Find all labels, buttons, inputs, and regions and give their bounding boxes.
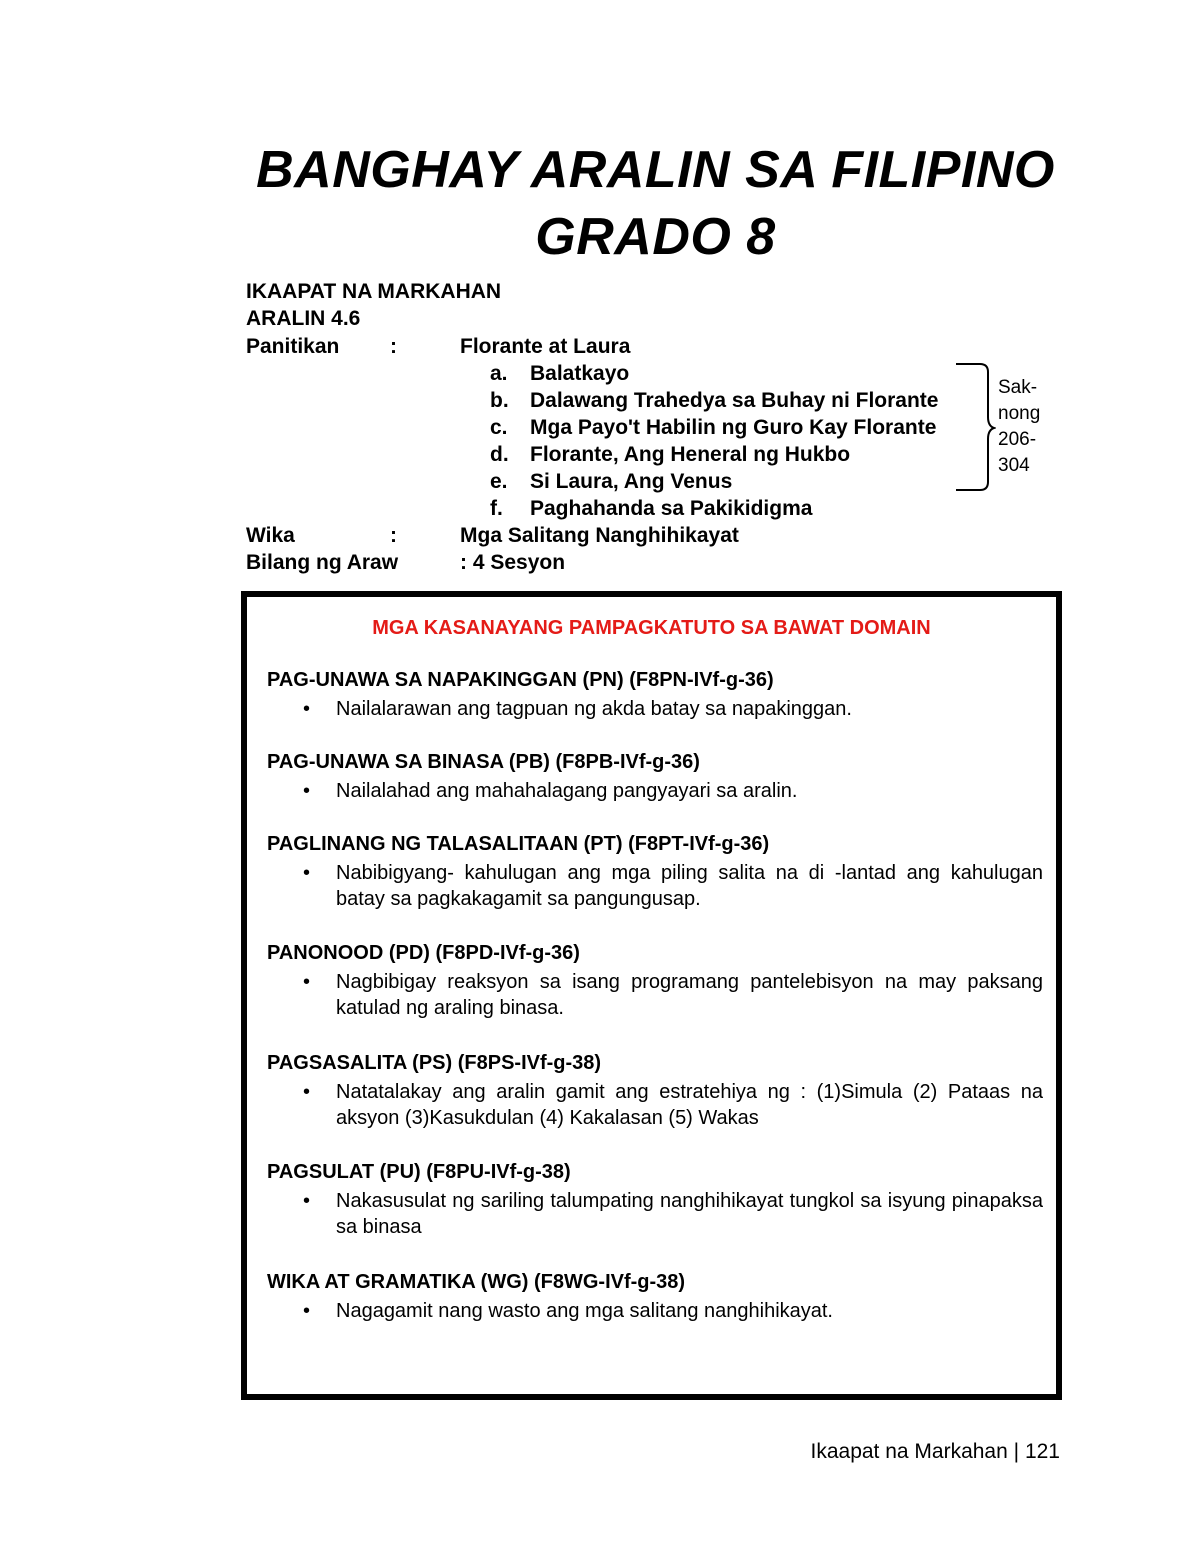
competencies-title: MGA KASANAYANG PAMPAGKATUTO SA BAWAT DOMAIN — [372, 617, 931, 639]
footer-text: Ikaapat na Markahan — [810, 1440, 1008, 1463]
page-title: BANGHAY ARALIN SA FILIPINO — [256, 141, 1055, 199]
wika-value: Mga Salitang Nanghihikayat — [460, 524, 739, 547]
list-item-text: Balatkayo — [530, 362, 630, 385]
bullet-icon: • — [303, 1190, 311, 1212]
bullet-icon: • — [303, 698, 311, 720]
stanza-note-line: Sak- — [998, 377, 1038, 398]
stanza-note-line: 206- — [998, 429, 1037, 450]
lesson-number: ARALIN 4.6 — [246, 307, 361, 330]
domain-section — [267, 1050, 1043, 1131]
domain-heading: PAG-UNAWA SA NAPAKINGGAN (PN) (F8PN-IVf-g-36) — [267, 669, 774, 691]
competency-item: • Nagagamit nang wasto ang mga salitang nanghihikayat. — [303, 1300, 833, 1322]
list-item-text: Florante, Ang Heneral ng Hukbo — [530, 443, 851, 466]
bullet-icon: • — [303, 1300, 311, 1322]
bullet-icon: • — [303, 1081, 311, 1103]
stanza-range-note — [998, 375, 1058, 479]
footer-separator: | — [1013, 1440, 1020, 1463]
bullet-icon: • — [303, 862, 311, 884]
page-subtitle-grade: GRADO 8 — [535, 208, 776, 266]
domain-heading: PAGSASALITA (PS) (F8PS-IVf-g-38) — [267, 1052, 602, 1074]
list-item-text: Mga Payo't Habilin ng Guro Kay Florante — [530, 416, 937, 439]
domain-section — [267, 1159, 1043, 1240]
domain-section — [267, 831, 1043, 912]
list-item — [490, 362, 629, 386]
page-number: 121 — [1024, 1440, 1060, 1463]
domain-section — [267, 1269, 1043, 1324]
quarter-heading: IKAAPAT NA MARKAHAN — [246, 280, 502, 303]
list-marker: f. — [490, 497, 503, 520]
domain-heading: PAGLINANG NG TALASALITAAN (PT) (F8PT-IVf-g-36) — [267, 833, 770, 855]
domain-section — [267, 667, 1043, 722]
list-item — [490, 443, 850, 467]
list-item-text: Dalawang Trahedya sa Buhay ni Florante — [530, 389, 939, 412]
domain-heading: WIKA AT GRAMATIKA (WG) (F8WG-IVf-g-38) — [267, 1271, 686, 1293]
right-brace-icon — [950, 362, 996, 492]
domain-heading: PAG-UNAWA SA BINASA (PB) (F8PB-IVf-g-36) — [267, 751, 700, 773]
domain-heading: PANONOOD (PD) (F8PD-IVf-g-36) — [267, 942, 580, 964]
competency-item: • Nailalarawan ang tagpuan ng akda batay sa napakinggan. — [303, 698, 852, 720]
stanza-note-line: 304 — [998, 455, 1030, 476]
list-item — [490, 497, 812, 521]
bilang-value: : 4 Sesyon — [460, 551, 566, 574]
wika-separator: : — [390, 524, 397, 547]
competency-item: • Natatalakay ang aralin gamit ang estratehiya ng : (1)Simula (2) Pataas na aksyon (3)Kasukdulan (4) Kakalasan (5) Wakas — [303, 1081, 1043, 1129]
domain-heading: PAGSULAT (PU) (F8PU-IVf-g-38) — [267, 1161, 571, 1183]
panitikan-label: Panitikan — [246, 335, 340, 358]
list-item — [490, 389, 938, 413]
bullet-icon: • — [303, 971, 311, 993]
competency-item: • Nabibigyang- kahulugan ang mga piling salita na di -lantad ang kahulugan batay sa pagkakagamit sa pangungusap. — [303, 862, 1043, 910]
bilang-label: Bilang ng Araw — [246, 551, 399, 574]
list-marker: b. — [490, 389, 509, 412]
wika-label: Wika — [246, 524, 295, 547]
list-item-text: Paghahanda sa Pakikidigma — [530, 497, 813, 520]
list-item-text: Si Laura, Ang Venus — [530, 470, 733, 493]
competency-item: • Nakasusulat ng sariling talumpating nanghihikayat tungkol sa isyung pinapaksa sa binasa — [303, 1190, 1043, 1238]
domain-section — [267, 940, 1043, 1021]
bullet-icon: • — [303, 780, 311, 802]
competencies-box — [241, 591, 1062, 1400]
list-marker: a. — [490, 362, 508, 385]
list-marker: e. — [490, 470, 508, 493]
page-footer — [811, 1440, 1061, 1464]
list-item — [490, 470, 732, 494]
panitikan-value: Florante at Laura — [460, 335, 631, 358]
stanza-note-line: nong — [998, 403, 1041, 424]
domain-section — [267, 749, 1043, 804]
competency-item: • Nailalahad ang mahahalagang pangyayari sa aralin. — [303, 780, 798, 802]
list-marker: c. — [490, 416, 508, 439]
competency-item: • Nagbibigay reaksyon sa isang programang pantelebisyon na may paksang katulad ng araling binasa. — [303, 971, 1043, 1019]
list-marker: d. — [490, 443, 509, 466]
list-item — [490, 416, 936, 440]
panitikan-separator: : — [390, 335, 397, 358]
